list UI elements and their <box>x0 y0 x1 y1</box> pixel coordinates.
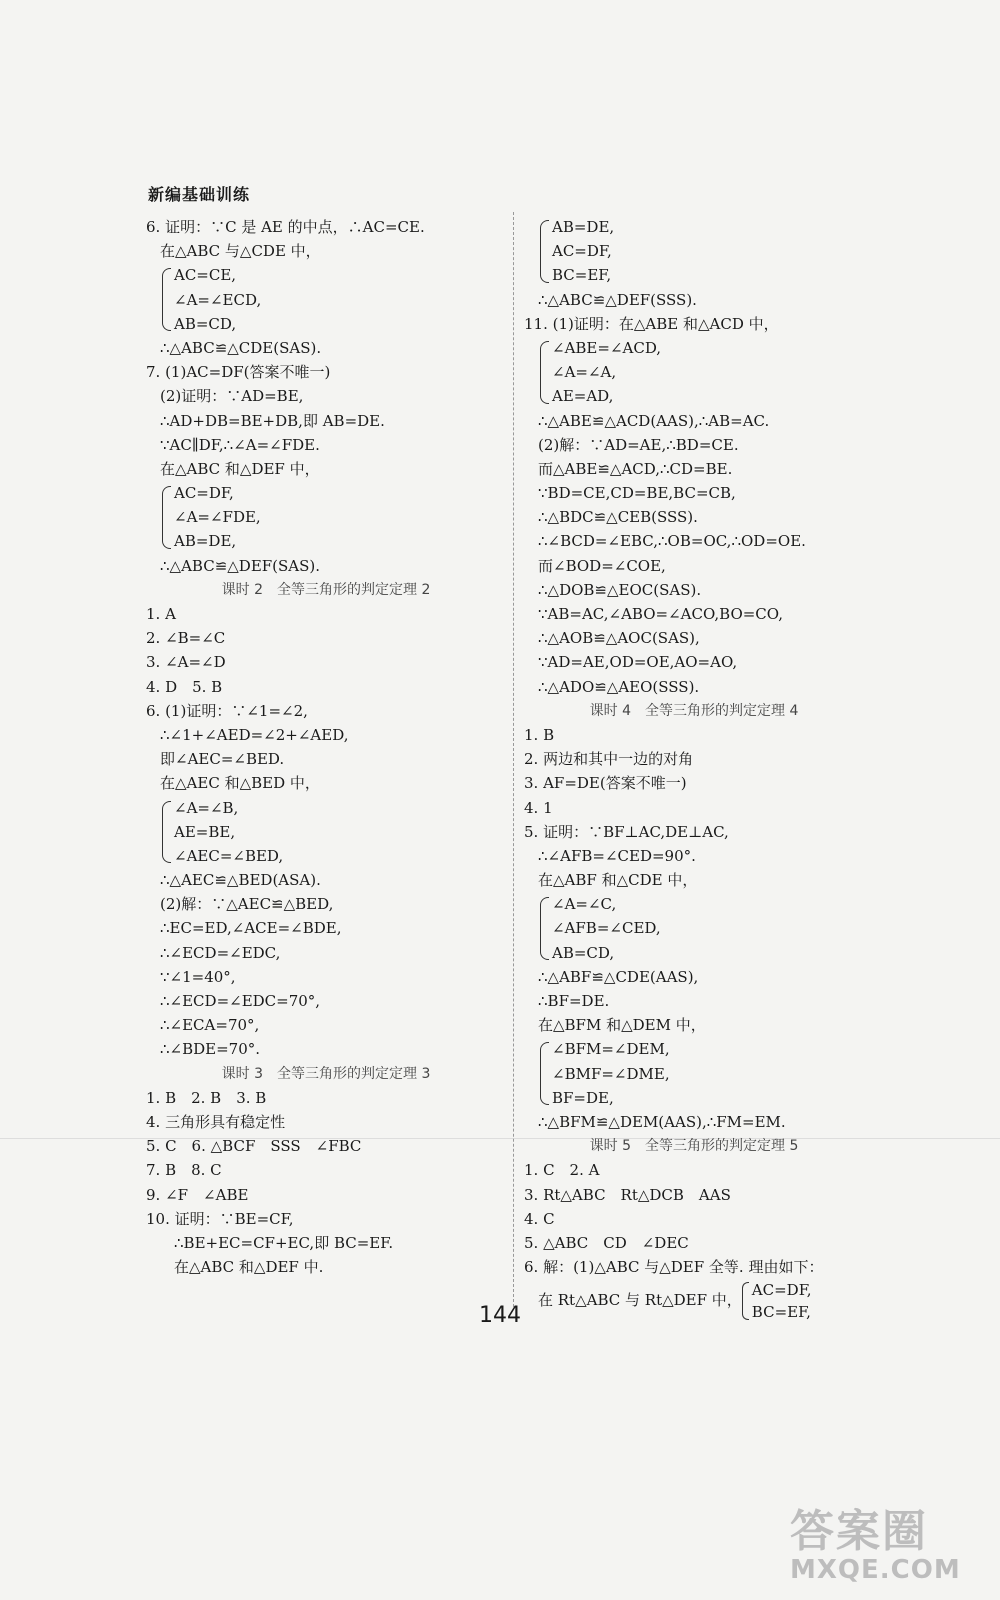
brace-system <box>146 263 506 336</box>
answer-line: ∴△BFM≌△DEM(AAS),∴FM=EM. <box>538 1112 786 1131</box>
answer-line: ∴∠ECD=∠EDC, <box>160 943 281 962</box>
answer-line: ∴△BDC≌△CEB(SSS). <box>538 508 698 527</box>
brace-line: BC=EF, <box>751 1303 811 1322</box>
answer-line: ∴△AOB≌△AOC(SAS), <box>538 629 700 648</box>
answer-line: 在△BFM 和△DEM 中， <box>538 1016 706 1035</box>
answer-line: 1. C 2. A <box>524 1161 600 1180</box>
brace-system <box>524 1037 864 1110</box>
answer-line: 而△ABE≌△ACD,∴CD=BE. <box>538 459 733 478</box>
answer-line: (2)证明：∵AD=BE, <box>160 387 304 406</box>
brace-line: AE=AD, <box>552 387 614 406</box>
answer-line: ∴△AEC≌△BED(ASA). <box>160 871 321 890</box>
right-column <box>524 215 864 1323</box>
answer-line: ∴∠ECD=∠EDC=70°, <box>160 992 321 1010</box>
answer-line: 即∠AEC=∠BED. <box>160 750 285 769</box>
section-heading: 课时 3 全等三角形的判定定理 3 <box>221 1065 431 1082</box>
answer-line: (2)解：∵△AEC≌△BED, <box>160 895 334 914</box>
answer-line: ∴∠1+∠AED=∠2+∠AED, <box>160 725 349 744</box>
brace-line: AC=DF, <box>174 484 234 503</box>
answer-line: ∴△ABC≌△DEF(SSS). <box>538 290 697 309</box>
left-column <box>146 215 506 1279</box>
answer-line: ∵∠1=40°, <box>160 967 236 986</box>
answer-line: 在△ABC 和△DEF 中， <box>160 459 320 478</box>
page-number: 144 <box>479 1303 521 1328</box>
brace-line: AC=DF, <box>552 242 612 261</box>
answer-line: ∴∠BCD=∠EBC,∴OB=OC,∴OD=OE. <box>538 532 806 551</box>
answer-line: (2)解：∵AD=AE,∴BD=CE. <box>538 435 739 454</box>
answer-line: ∴△ABE≌△ACD(AAS),∴AB=AC. <box>538 411 770 430</box>
answer-line: 5. 证明：∵BF⊥AC,DE⊥AC, <box>524 822 729 841</box>
answer-line: 6. 解：(1)△ABC 与△DEF 全等. 理由如下： <box>524 1258 824 1277</box>
brace-system <box>524 215 864 288</box>
answer-line: ∵AC∥DF,∴∠A=∠FDE. <box>160 435 320 454</box>
answer-line: ∴△DOB≌△EOC(SAS). <box>538 580 702 599</box>
answer-line: ∴△ADO≌△AEO(SSS). <box>538 677 700 696</box>
brace-line: AB=DE, <box>552 218 615 236</box>
brace-system <box>524 336 864 409</box>
answer-line: 5. △ABC CD ∠DEC <box>524 1233 689 1252</box>
answer-line: ∴EC=ED,∠ACE=∠BDE, <box>160 919 342 938</box>
answer-line: 9. ∠F ∠ABE <box>146 1185 249 1204</box>
answer-line: ∴∠BDE=70°. <box>160 1040 261 1059</box>
brace-line: BC=EF, <box>552 266 612 285</box>
answer-line: ∴BE+EC=CF+EC,即 BC=EF. <box>174 1233 394 1252</box>
answer-line: 7. (1)AC=DF(答案不唯一) <box>146 363 331 382</box>
answer-line: 在△ABC 和△DEF 中. <box>174 1258 324 1277</box>
answer-line: ∴∠AFB=∠CED=90°. <box>538 846 696 865</box>
answer-line: 在△ABF 和△CDE 中， <box>538 871 698 890</box>
answer-line: 3. ∠A=∠D <box>146 653 226 672</box>
brace-system <box>524 892 864 965</box>
brace-line: ∠AEC=∠BED, <box>174 846 284 865</box>
brace-line: AB=CD, <box>552 943 615 962</box>
brace-line: ∠BFM=∠DEM, <box>552 1040 670 1059</box>
answer-line: 在△ABC 与△CDE 中， <box>160 242 321 261</box>
answer-line: 7. B 8. C <box>146 1161 222 1180</box>
brace-line: AB=DE, <box>174 532 237 551</box>
answer-line: ∵AB=AC,∠ABO=∠ACO,BO=CO, <box>538 605 783 623</box>
brace-line: ∠A=∠FDE, <box>174 508 261 527</box>
watermark-bottom: MXQE.COM <box>790 1555 961 1585</box>
brace-system <box>146 481 506 554</box>
watermark-logo <box>790 1495 1000 1600</box>
brace-line: ∠AFB=∠CED, <box>552 919 661 938</box>
brace-line: ∠ABE=∠ACD, <box>552 338 662 357</box>
answer-line: 4. 1 <box>524 798 553 817</box>
answer-line: ∵AD=AE,OD=OE,AO=AO, <box>538 653 738 672</box>
answer-line: 11. (1)证明：在△ABE 和△ACD 中， <box>524 314 779 333</box>
answer-line: 在△AEC 和△BED 中， <box>160 774 320 793</box>
brace-line: ∠A=∠B, <box>174 798 239 817</box>
answer-line: 1. A <box>146 605 176 623</box>
answer-line: ∴△ABF≌△CDE(AAS), <box>538 967 699 986</box>
brace-line: ∠A=∠C, <box>552 895 617 914</box>
brace-line: ∠A=∠A, <box>552 363 617 382</box>
answer-line: ∵BD=CE,CD=BE,BC=CB, <box>538 484 736 503</box>
answer-line: 1. B <box>524 725 555 744</box>
brace-line: AC=DF, <box>751 1281 812 1300</box>
answer-line: ∴AD+DB=BE+DB,即 AB=DE. <box>160 411 385 430</box>
answer-line: 3. AF=DE(答案不唯一) <box>524 774 687 793</box>
answer-line: 4. D 5. B <box>146 677 223 696</box>
answer-line: 2. ∠B=∠C <box>146 629 226 648</box>
answer-line: 6. (1)证明：∵∠1=∠2, <box>146 701 308 720</box>
brace-line: BF=DE, <box>552 1088 614 1107</box>
answer-line: ∴∠ECA=70°, <box>160 1016 260 1035</box>
watermark-top: 答案圈 <box>790 1506 928 1557</box>
answer-line: 6. 证明：∵C 是 AE 的中点，∴AC=CE. <box>146 218 425 236</box>
brace-line: AE=BE, <box>174 822 236 841</box>
answer-line: 2. 两边和其中一边的对角 <box>524 750 694 769</box>
answer-text: 在 Rt△ABC 与 Rt△DEF 中， <box>538 1291 742 1310</box>
brace-line: AB=CD, <box>174 314 237 333</box>
section-heading: 课时 5 全等三角形的判定定理 5 <box>589 1138 799 1155</box>
section-heading: 课时 4 全等三角形的判定定理 4 <box>589 702 799 719</box>
section-heading: 课时 2 全等三角形的判定定理 2 <box>221 581 431 598</box>
book-title: 新编基础训练 <box>148 185 251 204</box>
answer-line: ∴BF=DE. <box>538 992 610 1010</box>
answer-line: ∴△ABC≌△CDE(SAS). <box>160 338 322 357</box>
answer-line: 4. C <box>524 1209 555 1228</box>
answer-line: 而∠BOD=∠COE, <box>538 556 666 575</box>
brace-line: ∠A=∠ECD, <box>174 290 262 309</box>
answer-line: 5. C 6. △BCF SSS ∠FBC <box>146 1137 362 1156</box>
answer-line: 10. 证明：∵BE=CF, <box>146 1209 294 1228</box>
answer-line: 1. B 2. B 3. B <box>146 1088 267 1107</box>
brace-system <box>146 796 506 869</box>
column-divider <box>513 212 514 1307</box>
brace-line: AC=CE, <box>174 266 237 285</box>
answer-line: 3. Rt△ABC Rt△DCB AAS <box>524 1185 731 1204</box>
brace-line: ∠BMF=∠DME, <box>552 1064 670 1083</box>
answer-line: ∴△ABC≌△DEF(SAS). <box>160 556 321 575</box>
answer-line: 4. 三角形具有稳定性 <box>146 1112 286 1131</box>
